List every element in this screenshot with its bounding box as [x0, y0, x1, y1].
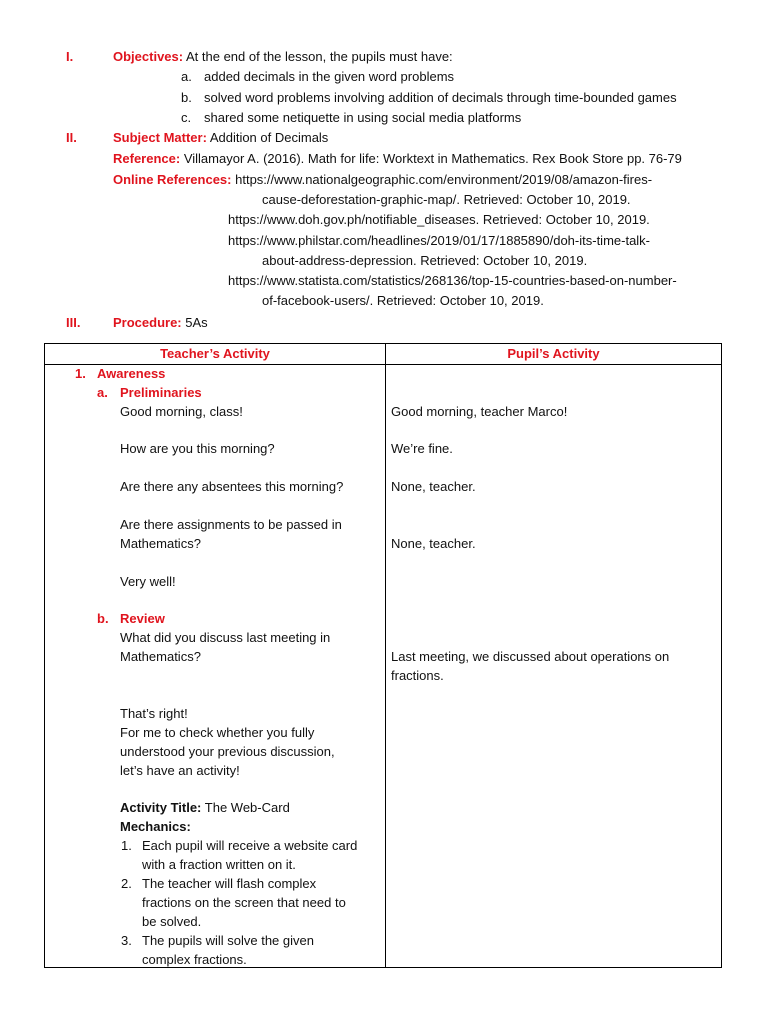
objective-c-text: shared some netiquette in using social media platforms [204, 110, 522, 125]
mechanic-2-line-3: be solved. [142, 914, 202, 929]
online-ref-3a: https://www.philstar.com/headlines/2019/01/17/1885890/doh-its-time-talk- [228, 233, 651, 248]
teacher-assignments-1: Are there assignments to be passed in [120, 517, 342, 532]
mechanic-1-line-2: with a fraction written on it. [142, 857, 296, 872]
mechanic-3-number: 3. [121, 933, 132, 948]
pupil-none-absentees: None, teacher. [391, 479, 476, 494]
subject-matter-text: Addition of Decimals [209, 130, 329, 145]
pupil-none-assignments: None, teacher. [391, 536, 476, 551]
mechanics-label: Mechanics: [120, 819, 191, 834]
section-3-number: III. [66, 315, 81, 330]
online-ref-1b: cause-deforestation-graphic-map/. Retrieved: October 10, 2019. [262, 192, 631, 207]
online-references-line [113, 170, 652, 189]
awareness-heading: Awareness [97, 366, 166, 381]
teacher-review-1: What did you discuss last meeting in [120, 630, 331, 645]
activity-title-text: The Web-Card [204, 800, 290, 815]
objectives-line [113, 47, 453, 66]
mechanic-1-line-1: Each pupil will receive a website card [142, 838, 358, 853]
teacher-assignments-2: Mathematics? [120, 536, 201, 551]
online-ref-4b: of-facebook-users/. Retrieved: October 10, 2019. [262, 293, 544, 308]
teacher-absentees: Are there any absentees this morning? [120, 479, 344, 494]
pupil-last-meeting-1: Last meeting, we discussed about operations on [391, 649, 670, 664]
mechanic-2-line-1: The teacher will flash complex [142, 876, 317, 891]
mechanic-1-number: 1. [121, 838, 132, 853]
pupil-activity-header: Pupil’s Activity [507, 346, 600, 361]
teacher-how-are-you: How are you this morning? [120, 441, 275, 456]
subject-matter-line [113, 128, 328, 147]
mechanic-3-line-2: complex fractions. [142, 952, 247, 967]
reference-text: Villamayor A. (2016). Math for life: Worktext in Mathematics. Rex Book Store pp. 76-79 [183, 151, 682, 166]
review-letter: b. [97, 611, 109, 626]
objective-b-letter: b. [181, 90, 192, 105]
teacher-check-1: For me to check whether you fully [120, 725, 315, 740]
preliminaries-heading: Preliminaries [120, 385, 202, 400]
subject-matter-label: Subject Matter: [113, 130, 207, 145]
mechanic-2-number: 2. [121, 876, 132, 891]
teacher-very-well: Very well! [120, 574, 176, 589]
mechanic-2-line-2: fractions on the screen that need to [142, 895, 346, 910]
teacher-check-3: let’s have an activity! [120, 763, 240, 778]
reference-label: Reference: [113, 151, 181, 166]
step-1-number: 1. [75, 366, 86, 381]
preliminaries-letter: a. [97, 385, 108, 400]
objective-b-text: solved word problems involving addition of decimals through time-bounded games [204, 90, 677, 105]
teacher-activity-header: Teacher’s Activity [160, 346, 270, 361]
objective-a-text: added decimals in the given word problems [204, 69, 455, 84]
mechanic-3-line-1: The pupils will solve the given [142, 933, 314, 948]
section-1-number: I. [66, 49, 74, 64]
reference-line [113, 149, 682, 168]
objectives-label: Objectives: [113, 49, 184, 64]
pupil-last-meeting-2: fractions. [391, 668, 444, 683]
activity-title-line [120, 798, 290, 817]
review-heading: Review [120, 611, 165, 626]
online-ref-2: https://www.doh.gov.ph/notifiable_diseases. Retrieved: October 10, 2019. [228, 212, 650, 227]
objective-c-letter: c. [181, 110, 192, 125]
teacher-greeting: Good morning, class! [120, 404, 243, 419]
pupil-greeting: Good morning, teacher Marco! [391, 404, 568, 419]
teacher-check-2: understood your previous discussion, [120, 744, 335, 759]
procedure-line [113, 313, 208, 332]
procedure-label: Procedure: [113, 315, 182, 330]
objective-a-letter: a. [181, 69, 192, 84]
online-ref-1a: https://www.nationalgeographic.com/environment/2019/08/amazon-fires- [235, 172, 653, 187]
table-column-divider [385, 344, 386, 967]
activity-title-label: Activity Title: [120, 800, 202, 815]
online-ref-4a: https://www.statista.com/statistics/268136/top-15-countries-based-on-number- [228, 273, 677, 288]
teacher-thats-right: That’s right! [120, 706, 188, 721]
procedure-text: 5As [185, 315, 208, 330]
online-references-label: Online References: [113, 172, 232, 187]
teacher-review-2: Mathematics? [120, 649, 201, 664]
objectives-intro: At the end of the lesson, the pupils must have: [186, 49, 453, 64]
pupil-fine: We’re fine. [391, 441, 453, 456]
online-ref-3b: about-address-depression. Retrieved: October 10, 2019. [262, 253, 588, 268]
section-2-number: II. [66, 130, 77, 145]
